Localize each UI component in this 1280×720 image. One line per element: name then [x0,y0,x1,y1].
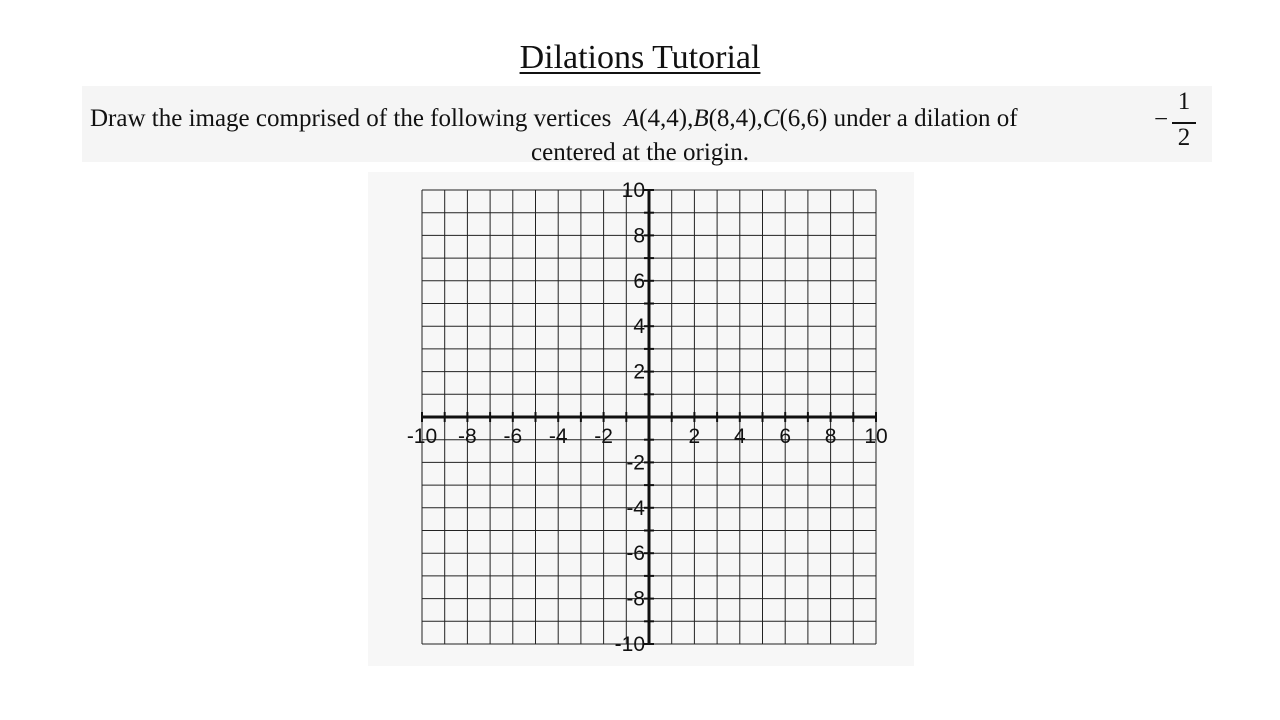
y-tick-label: -8 [626,587,645,611]
y-tick-label: 4 [633,315,645,339]
title-text: Dilations Tutorial [519,39,761,76]
scale-numerator: 1 [1177,88,1191,115]
x-tick-label: -6 [503,425,523,448]
problem-period: . [742,139,749,166]
scale-denominator: 2 [1177,124,1191,151]
y-tick-label: 8 [633,224,645,248]
vertex-a-label: A [623,105,640,132]
y-tick-label: -10 [614,633,645,656]
vertex-b-coords: (8,4) [708,105,757,132]
y-tick-label: -4 [626,496,645,520]
x-tick-label: -2 [594,425,613,448]
problem-dilation-text: under a dilation of [833,105,1018,132]
y-tick-label: -2 [626,451,645,475]
vertex-separator-1: , [687,105,694,132]
y-tick-label: -6 [626,542,645,566]
y-tick-label: 2 [633,360,645,384]
vertex-c-label: C [762,105,780,132]
x-tick-label: -8 [458,425,477,448]
x-tick-label: 10 [864,425,888,448]
problem-intro-text: Draw the image comprised of the following vertices [90,105,612,132]
x-tick-label: 6 [779,425,792,448]
x-tick-label: 8 [824,425,837,448]
x-tick-label: 2 [688,425,701,448]
problem-origin-text: centered at the origin [531,139,743,166]
y-tick-label: 6 [633,269,645,293]
vertex-b-label: B [693,105,709,132]
vertex-a-coords: (4,4) [639,105,688,132]
x-tick-label: -4 [548,425,568,448]
x-tick-label: 4 [733,425,746,448]
vertex-separator-2: , [756,105,763,132]
scale-sign: − [1154,106,1169,133]
x-tick-label: -10 [406,425,438,448]
vertex-c-coords: (6,6) [779,105,828,132]
y-tick-label: 10 [621,179,645,202]
